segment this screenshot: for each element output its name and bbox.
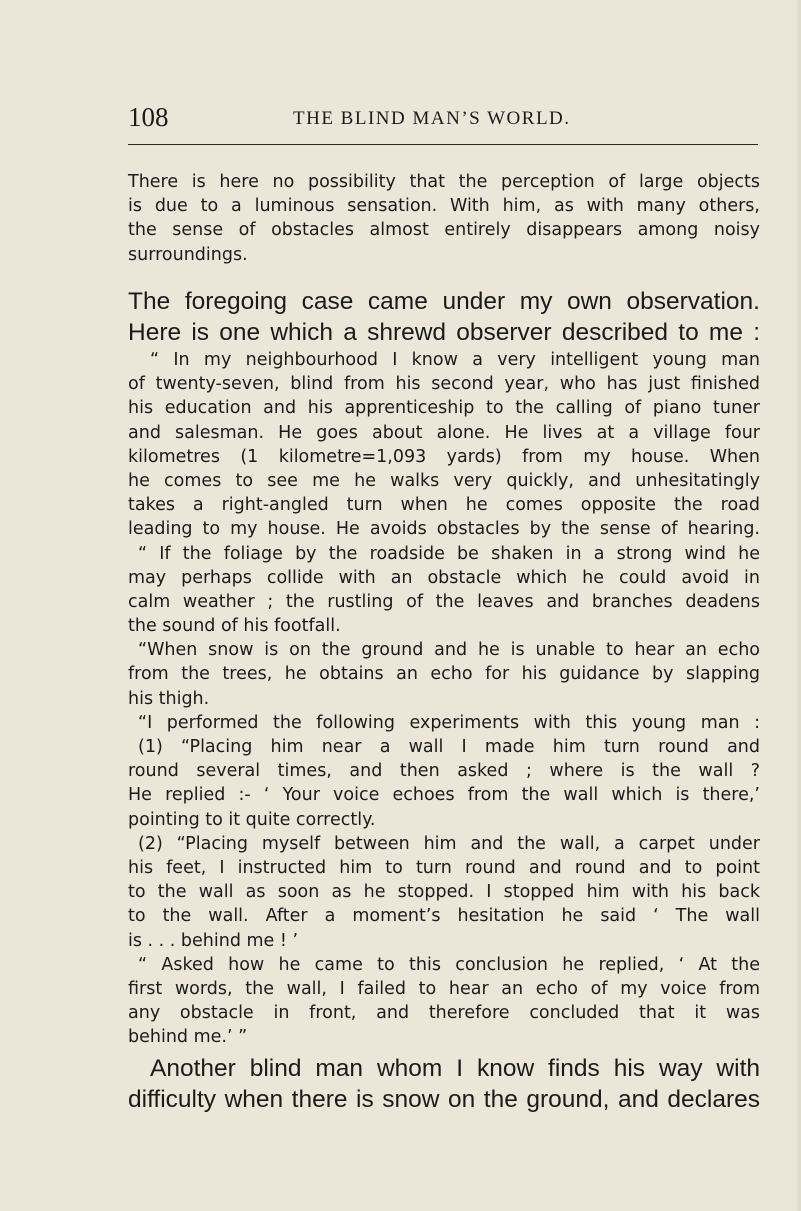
text-line: takes a right-angled turn when he comes opposite the road	[128, 495, 760, 516]
paragraph-1	[128, 170, 760, 267]
text-line: his thigh.	[128, 688, 210, 709]
page-edge-shadow	[795, 0, 801, 1211]
text-line: “ If the foliage by the roadside be shaken in a strong wind he	[138, 543, 760, 564]
text-line: calm weather ; the rustling of the leaves and branches deadens	[128, 591, 760, 612]
text-line: his feet, I instructed him to turn round and round and to point	[128, 857, 760, 878]
text-line: “ In my neighbourhood I know a very intelligent young man	[150, 350, 760, 370]
text-line: and salesman. He goes about alone. He lives at a village four	[128, 422, 760, 443]
text-line: he comes to see me he walks very quickly, and unhesitatingly	[128, 470, 760, 491]
text-line: the sense of obstacles almost entirely disappears among noisy	[128, 220, 760, 241]
text-line: Another blind man whom I know finds his way with	[150, 1055, 760, 1082]
page-number: 108	[128, 102, 169, 132]
running-title: THE BLIND MAN’S WORLD.	[293, 108, 571, 129]
text-line: may perhaps collide with an obstacle which he could avoid in	[128, 567, 760, 588]
text-line: Here is one which a shrewd observer described to me :	[128, 319, 760, 346]
text-line: difficulty when there is snow on the ground, and declares	[128, 1086, 760, 1113]
text-line: kilometres (1 kilometre=1,093 yards) from my house. When	[128, 446, 760, 467]
text-line: pointing to it quite correctly.	[128, 809, 376, 830]
text-line: his education and his apprenticeship to the calling of piano tuner	[128, 398, 760, 419]
paragraph-3	[128, 1053, 760, 1115]
text-line: to the wall. After a moment’s hesitation he said ‘ The wall	[128, 906, 760, 927]
text-line: of twenty-seven, blind from his second year, who has just finished	[128, 374, 760, 395]
text-line: surroundings.	[128, 244, 248, 265]
text-line: “When snow is on the ground and he is unable to hear an echo	[138, 640, 760, 661]
text-line: behind me.’ ”	[128, 1027, 248, 1048]
text-line: He replied :- ‘ Your voice echoes from the wall which is there,’	[128, 785, 760, 806]
header-rule	[128, 144, 758, 145]
text-line: is . . . behind me ! ’	[128, 930, 299, 951]
text-line: any obstacle in front, and therefore concluded that it was	[128, 1003, 760, 1024]
text-line: The foregoing case came under my own observation.	[128, 288, 760, 315]
text-line: first words, the wall, I failed to hear an echo of my voice from	[128, 978, 760, 999]
text-line: round several times, and then asked ; where is the wall ?	[128, 761, 760, 782]
quotation	[128, 348, 760, 1049]
paragraph-2	[128, 286, 760, 348]
page-header	[128, 100, 758, 134]
text-line: to the wall as soon as he stopped. I stopped him with his back	[128, 882, 760, 903]
text-line: from the trees, he obtains an echo for his guidance by slapping	[128, 664, 760, 685]
text-line: There is here no possibility that the perception of large objects	[128, 172, 760, 192]
text-line: is due to a luminous sensation. With him, as with many others,	[128, 196, 760, 217]
text-line: (1) “Placing him near a wall I made him turn round and	[138, 737, 760, 757]
text-line: (2) “Placing myself between him and the wall, a carpet under	[138, 833, 760, 854]
text-line: “ Asked how he came to this conclusion he replied, ‘ At the	[138, 954, 760, 975]
text-line: the sound of his footfall.	[128, 616, 341, 637]
text-line: “I performed the following experiments with this young man :	[138, 712, 760, 733]
text-line: leading to my house. He avoids obstacles by the sense of hearing.	[128, 519, 760, 540]
